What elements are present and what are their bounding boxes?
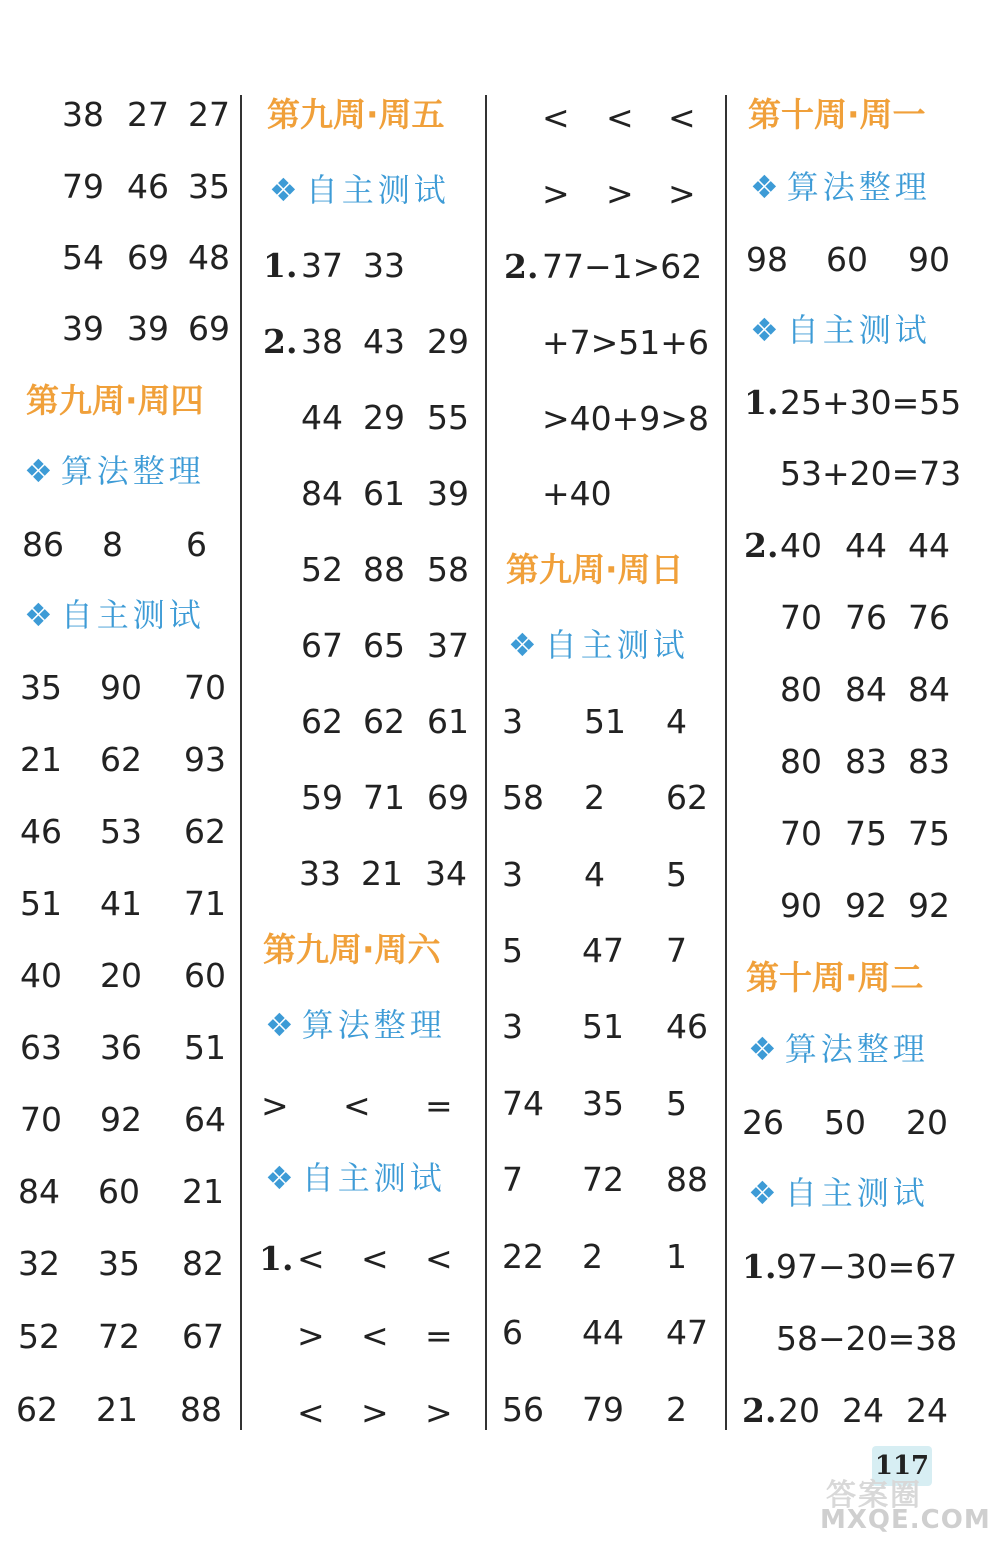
answer-row [245,388,485,448]
answer-row [0,515,240,575]
answer-value: 4 [666,702,687,741]
answer-value: 4 [584,855,605,894]
answer-value: 21 [182,1172,224,1211]
answer-value: 3 [502,702,523,741]
answer-value: 86 [22,525,64,564]
answer-value: 59 [301,778,343,817]
day-heading: 第十周·周二 [746,958,924,997]
answer-value: 71 [363,778,405,817]
answer-value: 38 [62,95,104,134]
comparison-symbol: > [261,1086,289,1125]
answer-row [730,230,1000,290]
answer-row [490,1303,725,1363]
answer-value: 46 [666,1007,708,1046]
answer-row [490,692,725,752]
answer-row [0,658,240,718]
answer-value: 70 [184,668,226,707]
answer-value: 35 [188,167,230,206]
answer-value: 84 [18,1172,60,1211]
comparison-symbol: < [542,98,570,137]
answer-value: 61 [363,474,405,513]
answer-value: 67 [182,1317,224,1356]
answer-value: 58 [502,778,544,817]
answer-value: 88 [180,1390,222,1429]
answer-value: 5 [502,931,523,970]
question-number: 2. [263,322,298,361]
answer-value: 33 [363,246,405,285]
answer-value: 84 [845,670,887,709]
answer-row [490,464,725,524]
answer-row [490,313,725,373]
answer-value: 79 [582,1390,624,1429]
answer-row [490,845,725,905]
answer-value: 71 [184,884,226,923]
answer-value: 83 [845,742,887,781]
day-heading: 第九周·周六 [263,930,441,969]
answer-value: 83 [908,742,950,781]
answer-value: 62 [301,702,343,741]
answer-value: 51 [184,1028,226,1067]
answer-value: 32 [18,1244,60,1283]
answer-column-2 [245,0,485,1549]
day-heading: 第九周·周四 [26,381,204,420]
answer-value: 39 [127,309,169,348]
answer-row [490,237,725,297]
answer-value: 27 [188,95,230,134]
answer-row [0,1234,240,1294]
comparison-symbol: < [606,98,634,137]
comparison-symbol: < [361,1239,389,1278]
answer-value: 35 [98,1244,140,1283]
answer-value: 70 [780,814,822,853]
day-heading: 第九周·周五 [267,95,445,134]
answer-value: 90 [908,240,950,279]
answer-value: 44 [582,1313,624,1352]
answer-value: 62 [666,778,708,817]
diamond-icon: ❖ [508,626,537,664]
answer-value: 44 [301,398,343,437]
section-heading [748,1024,929,1074]
answer-value: 72 [582,1160,624,1199]
answer-value: 43 [363,322,405,361]
section-heading [24,590,205,640]
answer-row [0,1090,240,1150]
answer-value: 52 [301,550,343,589]
answer-value: 92 [100,1100,142,1139]
answer-value: 39 [62,309,104,348]
answer-row [245,1383,485,1443]
answer-row [245,540,485,600]
answer-value: 26 [742,1103,784,1142]
answer-value: 84 [301,474,343,513]
answer-value: 69 [427,778,469,817]
page-number: 117 [872,1446,932,1486]
answer-expression: 97−30=67 [776,1247,958,1286]
answer-expression: >40+9>8 [542,399,709,438]
answer-row [245,692,485,752]
answer-row [730,732,1000,792]
answer-value: 80 [780,670,822,709]
answer-row [730,1093,1000,1153]
answer-value: 2 [666,1390,687,1429]
answer-value: 41 [100,884,142,923]
question-number: 2. [504,247,539,286]
answer-row [490,997,725,1057]
answer-value: 44 [908,526,950,565]
answer-value: 88 [666,1160,708,1199]
comparison-symbol: < [297,1239,325,1278]
section-heading [265,1000,446,1050]
answer-value: 72 [98,1317,140,1356]
answer-value: 35 [582,1084,624,1123]
answer-value: 67 [301,626,343,665]
answer-value: 29 [427,322,469,361]
answer-row [730,516,1000,576]
answer-value: 48 [188,238,230,277]
answer-row [0,157,240,217]
answer-value: 40 [780,526,822,565]
answer-value: 2 [582,1237,603,1276]
answer-value: 46 [127,167,169,206]
answer-row [730,1381,1000,1441]
diamond-icon: ❖ [269,171,298,209]
answer-value: 51 [584,702,626,741]
answer-value: 7 [666,931,687,970]
section-heading [750,305,931,355]
answer-value: 51 [582,1007,624,1046]
diamond-icon: ❖ [748,1030,777,1068]
answer-value: 21 [20,740,62,779]
answer-row [730,588,1000,648]
comparison-symbol: = [425,1316,453,1355]
comparison-symbol: > [425,1393,453,1432]
answer-row [245,1306,485,1366]
answer-value: 84 [908,670,950,709]
answer-value: 7 [502,1160,523,1199]
comparison-symbol: < [668,98,696,137]
answer-value: 37 [427,626,469,665]
diamond-icon: ❖ [265,1006,294,1044]
answer-value: 37 [301,246,343,285]
comparison-symbol: > [606,174,634,213]
answer-value: 22 [502,1237,544,1276]
answer-value: 62 [16,1390,58,1429]
answer-row [490,164,725,224]
answer-row [0,299,240,359]
answer-value: 38 [301,322,343,361]
section-label: 自主测试 [786,311,931,349]
answer-value: 40 [20,956,62,995]
answer-value: 80 [780,742,822,781]
answer-row [0,228,240,288]
question-number: 1. [742,1247,777,1286]
question-number: 1. [259,1239,294,1278]
answer-row [0,85,240,145]
answer-value: 6 [502,1313,523,1352]
answer-row [730,444,1000,504]
answer-row [490,1227,725,1287]
answer-value: 33 [299,854,341,893]
answer-value: 62 [363,702,405,741]
answer-row [0,874,240,934]
column-divider [725,95,727,1430]
answer-value: 20 [778,1391,820,1430]
answer-value: 56 [502,1390,544,1429]
answer-expression: 58−20=38 [776,1319,958,1358]
section-label: 算法整理 [301,1006,446,1044]
answer-value: 1 [666,1237,687,1276]
comparison-symbol: < [361,1316,389,1355]
answer-value: 53 [100,812,142,851]
answer-row [0,1380,240,1440]
answer-value: 20 [906,1103,948,1142]
question-number: 2. [744,526,779,565]
diamond-icon: ❖ [265,1159,294,1197]
answer-value: 5 [666,855,687,894]
section-label: 自主测试 [60,596,205,634]
section-heading [24,446,205,496]
answer-value: 63 [20,1028,62,1067]
answer-value: 55 [427,398,469,437]
diamond-icon: ❖ [24,596,53,634]
answer-value: 35 [20,668,62,707]
answer-expression: 25+30=55 [780,383,962,422]
answer-value: 50 [824,1103,866,1142]
answer-row [0,1162,240,1222]
answer-value: 61 [427,702,469,741]
section-label: 自主测试 [784,1174,929,1212]
answer-row [245,1229,485,1289]
day-heading: 第十周·周一 [748,95,926,134]
comparison-symbol: = [425,1086,453,1125]
answer-value: 6 [186,525,207,564]
answer-value: 76 [845,598,887,637]
answer-value: 3 [502,1007,523,1046]
answer-column-3 [490,0,725,1549]
comparison-symbol: < [297,1393,325,1432]
answer-column-4 [730,0,1000,1549]
answer-value: 34 [425,854,467,893]
answer-row [490,389,725,449]
answer-expression: 77−1>62 [542,247,703,286]
answer-row [245,464,485,524]
answer-row [245,1076,485,1136]
section-heading [748,1168,929,1218]
section-label: 算法整理 [784,1030,929,1068]
answer-expression: 53+20=73 [780,454,962,493]
watermark-text: MXQE.COM [820,1505,991,1535]
answer-value: 64 [184,1100,226,1139]
comparison-symbol: < [343,1086,371,1125]
answer-expression: +40 [542,474,612,513]
answer-value: 3 [502,855,523,894]
answer-value: 60 [184,956,226,995]
answer-value: 44 [845,526,887,565]
comparison-symbol: < [425,1239,453,1278]
answer-value: 79 [62,167,104,206]
day-heading: 第九周·周日 [506,550,684,589]
answer-value: 88 [363,550,405,589]
answer-row [490,88,725,148]
section-label: 算法整理 [786,168,931,206]
answer-value: 75 [908,814,950,853]
answer-row [245,312,485,372]
section-heading [750,162,931,212]
answer-value: 90 [100,668,142,707]
answer-value: 70 [780,598,822,637]
column-divider [485,95,487,1430]
answer-row [0,1018,240,1078]
answer-value: 62 [100,740,142,779]
answer-row [0,1307,240,1367]
answer-row [490,921,725,981]
answer-value: 75 [845,814,887,853]
comparison-symbol: > [297,1316,325,1355]
answer-expression: +7>51+6 [542,323,709,362]
answer-value: 65 [363,626,405,665]
answer-row [245,236,485,296]
answer-row [730,373,1000,433]
answer-value: 60 [98,1172,140,1211]
answer-row [730,1237,1000,1297]
column-divider [240,95,242,1430]
answer-value: 24 [906,1391,948,1430]
answer-value: 58 [427,550,469,589]
diamond-icon: ❖ [748,1174,777,1212]
answer-row [490,1380,725,1440]
answer-row [0,802,240,862]
answer-row [0,730,240,790]
section-heading [269,165,450,215]
answer-value: 2 [584,778,605,817]
question-number: 2. [742,1391,777,1430]
section-heading [508,620,689,670]
answer-value: 29 [363,398,405,437]
section-label: 自主测试 [301,1159,446,1197]
answer-row [490,1150,725,1210]
diamond-icon: ❖ [750,168,779,206]
answer-value: 76 [908,598,950,637]
answer-value: 69 [188,309,230,348]
answer-value: 60 [826,240,868,279]
answer-value: 39 [427,474,469,513]
answer-row [730,804,1000,864]
section-label: 自主测试 [305,171,450,209]
answer-value: 47 [582,931,624,970]
answer-value: 47 [666,1313,708,1352]
answer-value: 90 [780,886,822,925]
answer-value: 70 [20,1100,62,1139]
answer-value: 36 [100,1028,142,1067]
answer-value: 54 [62,238,104,277]
answer-value: 92 [908,886,950,925]
answer-row [245,616,485,676]
answer-value: 92 [845,886,887,925]
answer-value: 21 [361,854,403,893]
answer-value: 46 [20,812,62,851]
section-label: 算法整理 [60,452,205,490]
answer-value: 69 [127,238,169,277]
comparison-symbol: > [542,174,570,213]
answer-value: 98 [746,240,788,279]
answer-row [0,946,240,1006]
answer-value: 51 [20,884,62,923]
answer-value: 20 [100,956,142,995]
answer-value: 62 [184,812,226,851]
answer-row [730,660,1000,720]
answer-row [245,844,485,904]
diamond-icon: ❖ [750,311,779,349]
question-number: 1. [744,383,779,422]
answer-value: 8 [102,525,123,564]
watermark-logo: 答案圈 [826,1478,922,1513]
section-heading [265,1153,446,1203]
answer-value: 74 [502,1084,544,1123]
section-label: 自主测试 [544,626,689,664]
diamond-icon: ❖ [24,452,53,490]
answer-value: 93 [184,740,226,779]
comparison-symbol: > [668,174,696,213]
answer-row [245,768,485,828]
answer-value: 82 [182,1244,224,1283]
answer-value: 5 [666,1084,687,1123]
answer-row [490,768,725,828]
question-number: 1. [263,246,298,285]
answer-value: 27 [127,95,169,134]
answer-row [730,1309,1000,1369]
answer-column-1 [0,0,240,1549]
answer-value: 21 [96,1390,138,1429]
answer-row [730,876,1000,936]
answer-value: 24 [842,1391,884,1430]
answer-value: 52 [18,1317,60,1356]
answer-row [490,1074,725,1134]
comparison-symbol: > [361,1393,389,1432]
